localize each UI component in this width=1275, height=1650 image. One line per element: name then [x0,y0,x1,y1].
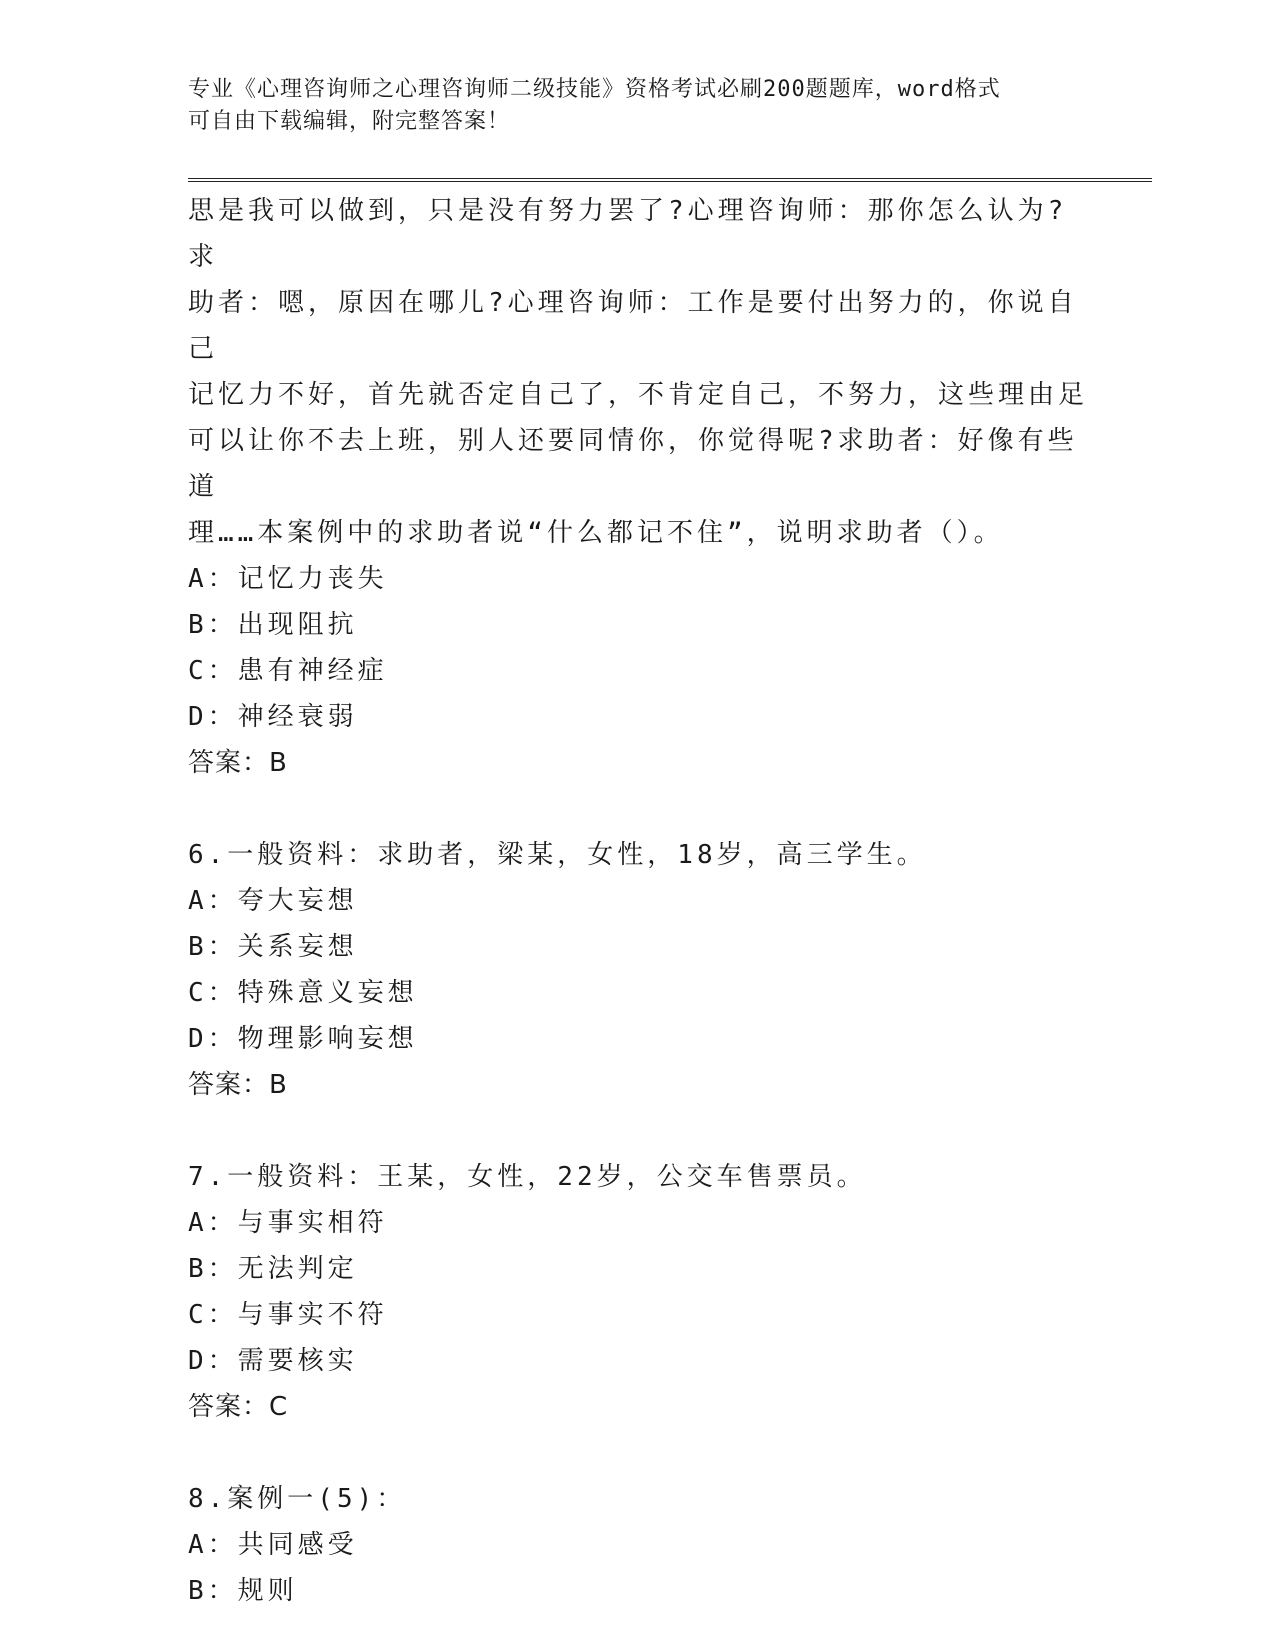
spacer [188,786,1088,832]
question-stem-line: 理……本案例中的求助者说“什么都记不住”，说明求助者（）。 [188,518,1004,548]
question-stem-line: 记忆力不好，首先就否定自己了，不肯定自己，不努力，这些理由足 [188,380,1089,410]
answer-line: 答案：B [188,1070,288,1100]
header-line-2: 可自由下载编辑，附完整答案！ [188,109,511,134]
option-a: A：共同感受 [188,1530,358,1560]
question-8 [188,1476,1088,1614]
option-d: D：物理影响妄想 [188,1024,418,1054]
page-header [188,74,1088,138]
option-c: C：与事实不符 [188,1300,388,1330]
question-stem: 7.一般资料：王某，女性，22岁，公交车售票员。 [188,1162,867,1192]
question-5 [188,188,1088,786]
option-a: A：记忆力丧失 [188,564,388,594]
header-divider [188,178,1152,182]
option-b: B：规则 [188,1576,298,1606]
answer-line: 答案：C [188,1392,289,1422]
option-c: C：特殊意义妄想 [188,978,418,1008]
question-stem: 6.一般资料：求助者，梁某，女性，18岁，高三学生。 [188,840,927,870]
option-a: A：与事实相符 [188,1208,388,1238]
answer-line: 答案：B [188,748,288,778]
option-b: B：无法判定 [188,1254,358,1284]
option-c: C：患有神经症 [188,656,388,686]
option-d: D：神经衰弱 [188,702,358,732]
option-b: B：出现阻抗 [188,610,358,640]
header-line-1: 专业《心理咨询师之心理咨询师二级技能》资格考试必刷200题题库，word格式 [188,77,1001,102]
spacer [188,1430,1088,1476]
question-list [188,188,1088,1614]
spacer [188,1108,1088,1154]
question-stem-line: 可以让你不去上班，别人还要同情你，你觉得呢?求助者：好像有些道 [188,426,1078,502]
question-stem-line: 思是我可以做到，只是没有努力罢了?心理咨询师：那你怎么认为?求 [188,196,1068,272]
option-b: B：关系妄想 [188,932,358,962]
question-stem-line: 助者：嗯，原因在哪儿?心理咨询师：工作是要付出努力的，你说自己 [188,288,1078,364]
option-a: A：夸大妄想 [188,886,358,916]
question-stem: 8.案例一(5)： [188,1484,407,1514]
question-7 [188,1154,1088,1430]
option-d: D：需要核实 [188,1346,358,1376]
question-6 [188,832,1088,1108]
